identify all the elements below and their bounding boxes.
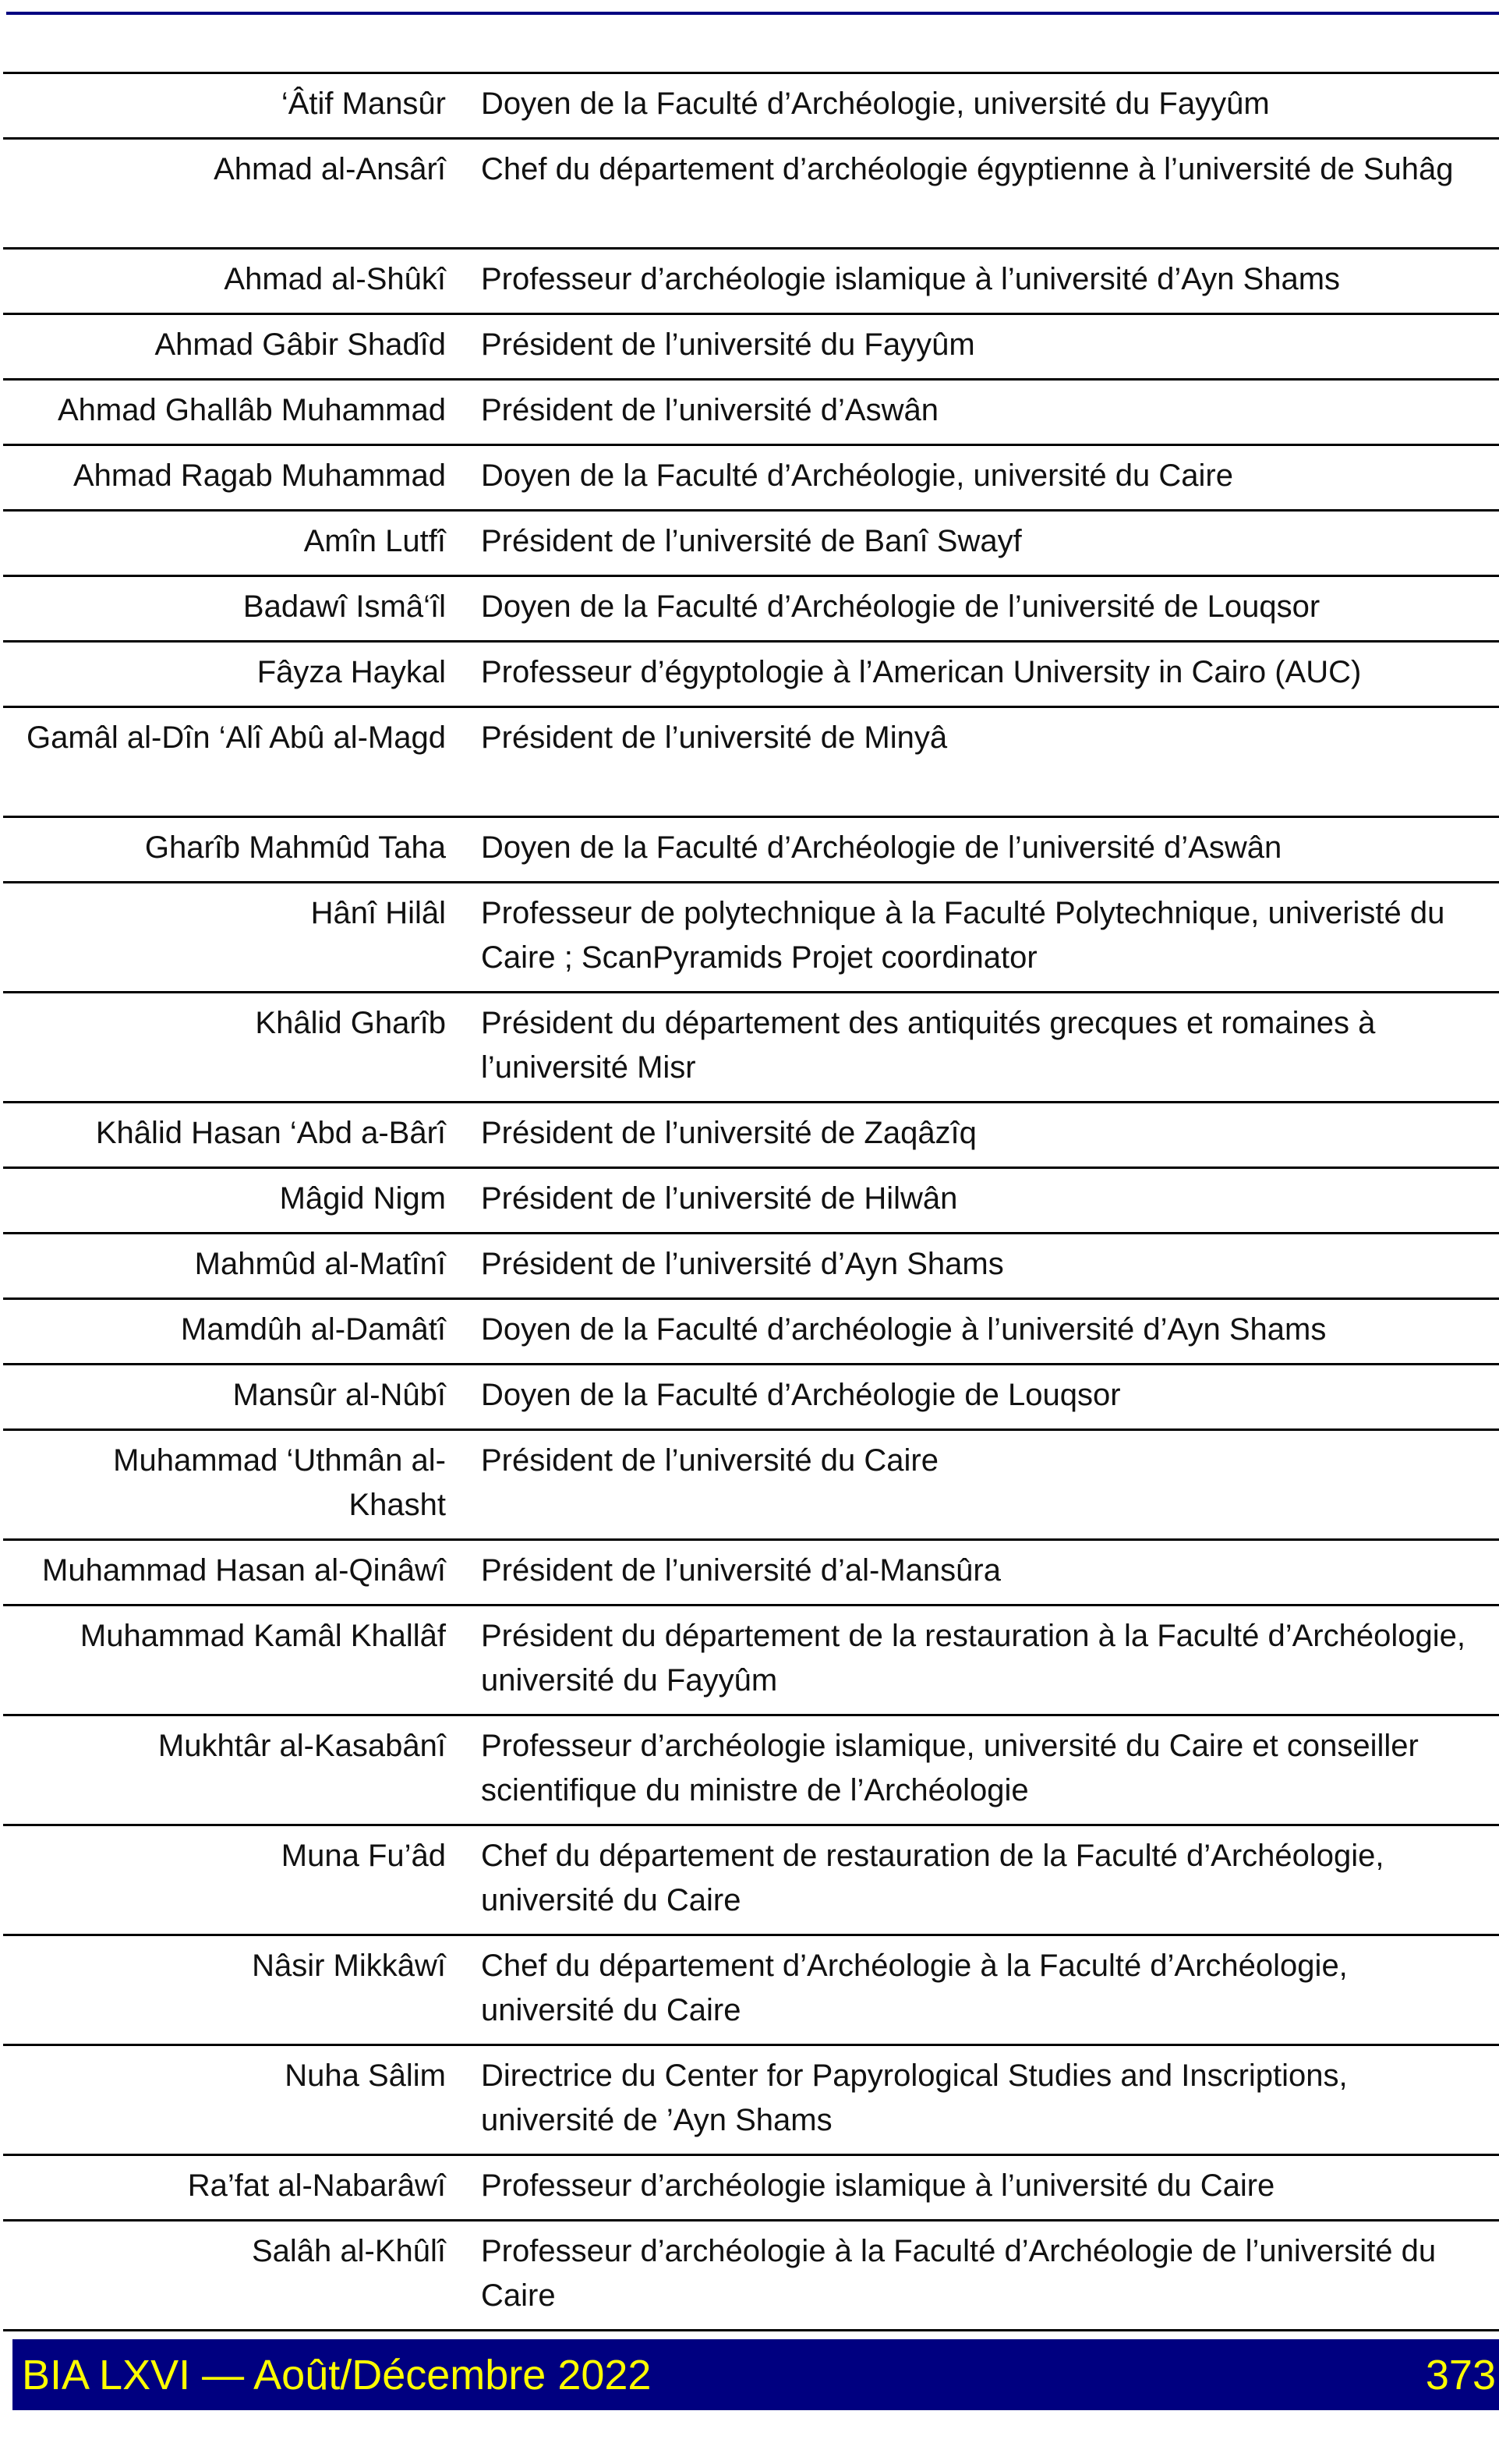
person-role: Chef du département de restauration de la Faculté d’Archéologie, université du Caire xyxy=(481,1839,1384,1917)
table-row xyxy=(3,1365,1499,1431)
person-role: Professeur de polytechnique à la Faculté Polytechnique, univeristé du Caire ; ScanPyramids Projet coordinator xyxy=(481,896,1445,975)
table-row xyxy=(3,708,1499,818)
person-name: Badawî Ismâ‘îl xyxy=(242,589,446,624)
person-name: Mâgid Nigm xyxy=(279,1181,446,1216)
person-name: Muhammad Kamâl Khallâf xyxy=(80,1619,446,1653)
table-row xyxy=(3,1169,1499,1234)
table-row xyxy=(3,643,1499,708)
person-role: Professeur d’archéologie islamique, université du Caire et conseiller scientifique du ministre de l’Archéologie xyxy=(481,1729,1419,1807)
table-row xyxy=(3,381,1499,446)
person-name: Ahmad al-Shûkî xyxy=(224,262,446,296)
person-name: Amîn Lutfî xyxy=(303,524,446,558)
person-name: Mamdûh al-Damâtî xyxy=(180,1312,446,1347)
table-row xyxy=(3,1541,1499,1606)
person-name: Muhammad ‘Uthmân al-Khasht xyxy=(113,1443,446,1522)
person-role: Président de l’université d’al-Mansûra xyxy=(481,1553,1001,1588)
table-row xyxy=(3,1606,1499,1716)
person-role: Président de l’université de Hilwân xyxy=(481,1181,958,1216)
table-row xyxy=(3,74,1499,140)
person-role: Professeur d’archéologie islamique à l’université d’Ayn Shams xyxy=(481,262,1341,296)
person-role: Chef du département d’Archéologie à la Faculté d’Archéologie, université du Caire xyxy=(481,1949,1348,2027)
table-row xyxy=(3,993,1499,1103)
person-name: Ahmad Gâbir Shadîd xyxy=(154,327,446,362)
person-role: Doyen de la Faculté d’Archéologie de l’université de Louqsor xyxy=(481,589,1320,624)
table-row xyxy=(3,1300,1499,1365)
person-role: Président du département de la restauration à la Faculté d’Archéologie, université du Fayyûm xyxy=(481,1619,1465,1698)
person-role: Doyen de la Faculté d’Archéologie, université du Caire xyxy=(481,458,1233,493)
person-name: Khâlid Hasan ‘Abd a-Bârî xyxy=(95,1116,446,1150)
person-name: Khâlid Gharîb xyxy=(255,1006,446,1040)
person-role: Président du département des antiquités grecques et romaines à l’université Misr xyxy=(481,1006,1376,1085)
person-role: Président de l’université du Fayyûm xyxy=(481,327,975,362)
people-table xyxy=(3,72,1499,2331)
person-role: Président de l’université de Zaqâzîq xyxy=(481,1116,977,1150)
header-rule xyxy=(6,12,1499,15)
person-name: Muna Fu’âd xyxy=(281,1839,446,1873)
table-row xyxy=(3,512,1499,577)
person-role: Président de l’université d’Aswân xyxy=(481,393,939,427)
footer-publication: BIA LXVI — Août/Décembre 2022 xyxy=(22,2351,652,2399)
table-row xyxy=(3,1431,1499,1541)
person-role: Doyen de la Faculté d’Archéologie de Louqsor xyxy=(481,1378,1121,1412)
person-name: Ahmad Ragab Muhammad xyxy=(72,458,446,493)
person-role: Président de l’université d’Ayn Shams xyxy=(481,1247,1004,1281)
table-row xyxy=(3,2046,1499,2156)
table-row xyxy=(3,883,1499,993)
person-role: Chef du département d’archéologie égyptienne à l’université de Suhâg xyxy=(481,152,1454,186)
person-name: Ahmad al-Ansârî xyxy=(214,152,446,186)
person-name: Nâsir Mikkâwî xyxy=(252,1949,446,1983)
person-name: Gamâl al-Dîn ‘Alî Abû al-Magd xyxy=(26,720,446,755)
table-row xyxy=(3,2156,1499,2221)
person-name: Mansûr al-Nûbî xyxy=(232,1378,446,1412)
person-name: Hânî Hilâl xyxy=(310,896,446,930)
person-role: Professeur d’archéologie islamique à l’université du Caire xyxy=(481,2168,1275,2203)
person-name: ‘Âtif Mansûr xyxy=(281,87,446,121)
table-row xyxy=(3,818,1499,883)
person-role: Président de l’université de Banî Swayf xyxy=(481,524,1022,558)
person-role: Professeur d’égyptologie à l’American University in Cairo (AUC) xyxy=(481,655,1362,689)
person-name: Ahmad Ghallâb Muhammad xyxy=(57,393,446,427)
footer-page-number: 373 xyxy=(1425,2351,1496,2399)
person-name: Mahmûd al-Matînî xyxy=(194,1247,446,1281)
table-row xyxy=(3,1103,1499,1169)
person-role: Doyen de la Faculté d’Archéologie, université du Fayyûm xyxy=(481,87,1270,121)
person-name: Fâyza Haykal xyxy=(256,655,446,689)
person-name: Salâh al-Khûlî xyxy=(251,2234,446,2268)
table-row xyxy=(3,1234,1499,1300)
person-name: Gharîb Mahmûd Taha xyxy=(144,830,446,865)
table-row xyxy=(3,1716,1499,1826)
person-role: Professeur d’archéologie à la Faculté d’Archéologie de l’université du Caire xyxy=(481,2234,1437,2313)
table-row xyxy=(3,315,1499,381)
table-row xyxy=(3,140,1499,250)
table-row xyxy=(3,1936,1499,2046)
person-name: Ra’fat al-Nabarâwî xyxy=(187,2168,446,2203)
person-role: Doyen de la Faculté d’Archéologie de l’université d’Aswân xyxy=(481,830,1282,865)
person-name: Mukhtâr al-Kasabânî xyxy=(157,1729,446,1763)
page-footer xyxy=(12,2339,1499,2410)
table-row xyxy=(3,1826,1499,1936)
person-name: Muhammad Hasan al-Qinâwî xyxy=(42,1553,446,1588)
person-role: Doyen de la Faculté d’archéologie à l’université d’Ayn Shams xyxy=(481,1312,1327,1347)
table-row xyxy=(3,577,1499,643)
person-role: Président de l’université de Minyâ xyxy=(481,720,948,755)
person-role: Président de l’université du Caire xyxy=(481,1443,939,1478)
person-role: Directrice du Center for Papyrological Studies and Inscriptions, université de ’Ayn Shams xyxy=(481,2059,1348,2137)
person-name: Nuha Sâlim xyxy=(285,2059,446,2093)
table-row xyxy=(3,446,1499,512)
table-row xyxy=(3,2221,1499,2331)
table-row xyxy=(3,250,1499,315)
